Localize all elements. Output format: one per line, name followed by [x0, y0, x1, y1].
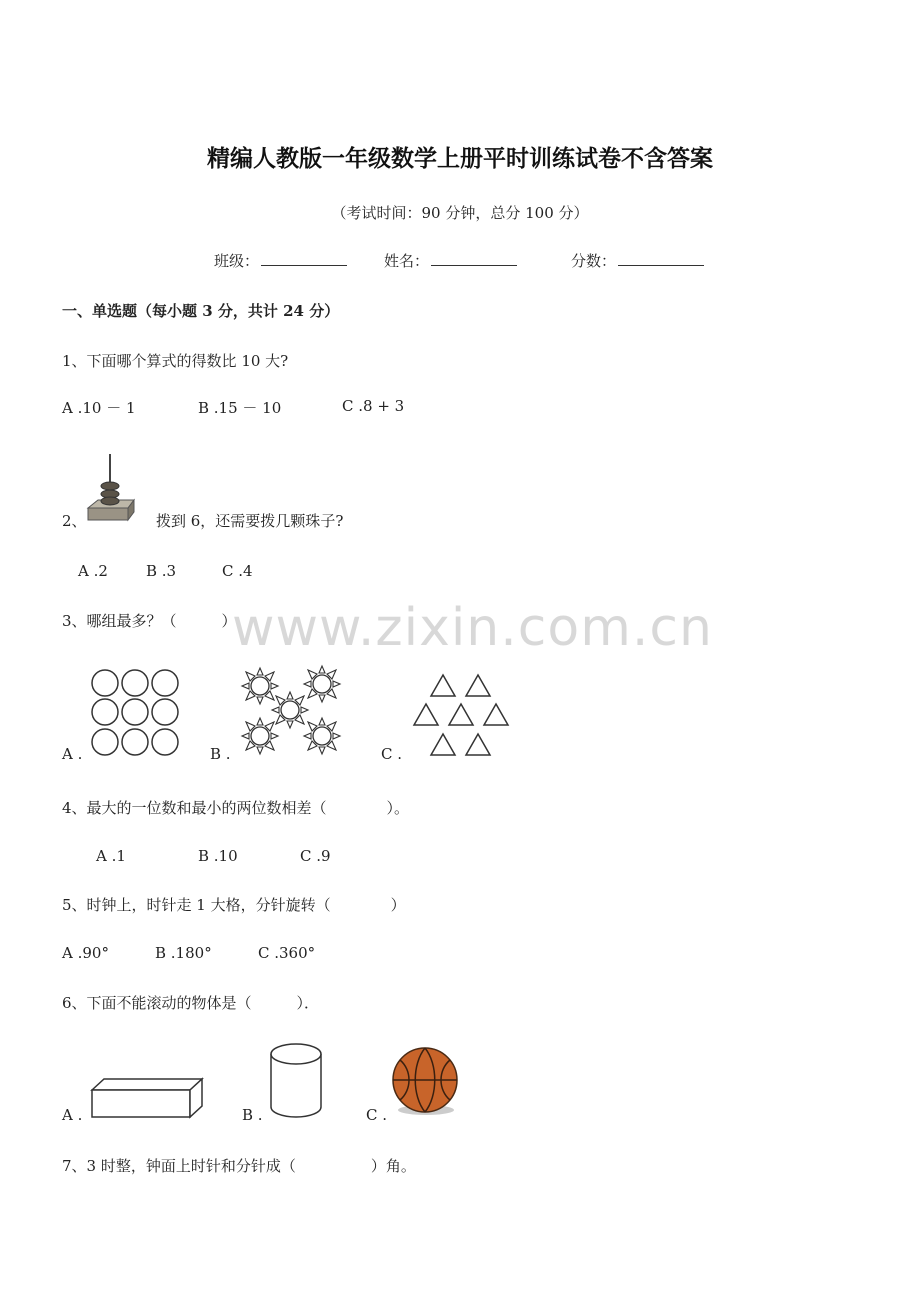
q4-option-b[interactable]: B .10 [198, 847, 238, 865]
q5-option-c[interactable]: C .360° [258, 944, 316, 962]
q1-option-c[interactable]: C .8 + 3 [342, 397, 405, 415]
watermark: www.zixin.com.cn [232, 598, 713, 658]
question-7: 7、3 时整，钟面上时针和分针成（ ）角。 [62, 1157, 416, 1175]
q2-option-a[interactable]: A .2 [78, 562, 108, 580]
q3-option-c[interactable]: C . [381, 745, 403, 763]
q4-option-a[interactable]: A .1 [96, 847, 126, 865]
q2-number: 2、 [62, 512, 87, 530]
q5-option-a[interactable]: A .90° [62, 944, 109, 962]
class-field [214, 250, 347, 271]
suns-group [238, 662, 348, 758]
cuboid [90, 1076, 206, 1120]
q6-option-b[interactable]: B . [242, 1106, 263, 1124]
q5-option-b[interactable]: B .180° [155, 944, 212, 962]
page-title: 精编人教版一年级数学上册平时训练试卷不含答案 [207, 145, 713, 172]
q1-option-b[interactable]: B .15 － 10 [198, 399, 282, 417]
q1-option-a[interactable]: A .10 － 1 [62, 399, 136, 417]
name-label: 姓名： [384, 252, 430, 270]
question-4: 4、最大的一位数和最小的两位数相差（ ）。 [62, 799, 410, 817]
q6-option-a[interactable]: A . [62, 1106, 83, 1124]
q3-option-b[interactable]: B . [210, 745, 231, 763]
score-blank[interactable] [618, 251, 704, 266]
q2-option-b[interactable]: B .3 [146, 562, 177, 580]
triangles-group [412, 672, 512, 760]
exam-subtitle: （考试时间：90 分钟，总分 100 分） [331, 204, 589, 222]
q3-option-a[interactable]: A . [62, 745, 83, 763]
section-heading: 一、单选题（每小题 3 分，共计 24 分） [62, 302, 340, 320]
q2-option-c[interactable]: C .4 [222, 562, 253, 580]
cylinder [268, 1041, 324, 1121]
abacus-icon [84, 452, 136, 522]
score-label: 分数： [571, 252, 617, 270]
class-label: 班级： [214, 252, 260, 270]
question-5: 5、时钟上，时针走 1 大格，分针旋转（ ） [62, 896, 406, 914]
basketball [390, 1046, 462, 1118]
class-blank[interactable] [261, 251, 347, 266]
question-3: 3、哪组最多？（ ） [62, 612, 237, 630]
circles-group [88, 668, 184, 760]
question-6: 6、下面不能滚动的物体是（ ）． [62, 994, 320, 1012]
name-blank[interactable] [431, 251, 517, 266]
question-1: 1、下面哪个算式的得数比 10 大? [62, 352, 289, 370]
score-field [571, 250, 704, 271]
q6-option-c[interactable]: C . [366, 1106, 388, 1124]
q4-option-c[interactable]: C .9 [300, 847, 331, 865]
name-field [384, 250, 517, 271]
question-2: 拨到 6，还需要拨几颗珠子? [156, 512, 344, 530]
